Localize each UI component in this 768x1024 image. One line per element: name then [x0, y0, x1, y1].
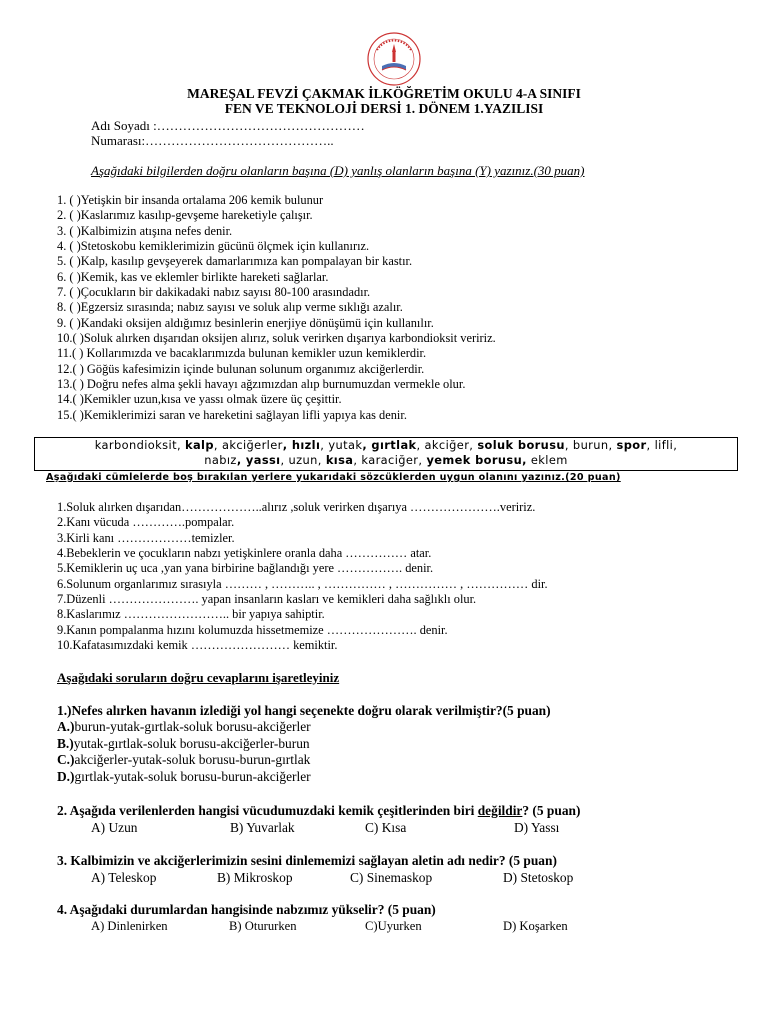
word-bank-term: , lifli,	[646, 438, 678, 452]
question-2	[57, 803, 580, 819]
school-emblem-icon	[365, 30, 423, 88]
word-bank-line-1	[35, 438, 737, 453]
question-2-emphasis: değildir	[477, 803, 523, 818]
option-c[interactable]	[57, 752, 311, 769]
list-item[interactable]: 9.Kanın pompalanma hızını kolumuzda hissetmemize …………………. denir.	[57, 622, 448, 637]
option-d[interactable]: D) Yassı	[514, 820, 560, 835]
list-item[interactable]: 3. ( )Kalbimizin atışına nefes denir.	[57, 223, 233, 238]
question-1-options	[57, 719, 311, 785]
word-bank-box	[34, 437, 738, 471]
option-a[interactable]: A) Dinlenirken	[91, 919, 168, 933]
word-bank-term: , uzun,	[280, 453, 326, 467]
option-d[interactable]: D) Stetoskop	[503, 870, 574, 885]
option-c[interactable]: C)Uyurken	[365, 919, 422, 933]
word-bank-term: kısa	[325, 453, 354, 467]
option-letter: C.)	[57, 752, 75, 767]
word-bank-term: nabız	[204, 453, 237, 467]
option-b[interactable]: B) Mikroskop	[217, 870, 293, 885]
list-item[interactable]: 3.Kirli kanı ………………temizler.	[57, 530, 235, 545]
school-title: MAREŞAL FEVZİ ÇAKMAK İLKÖĞRETİM OKULU 4-A SINIFI	[187, 86, 581, 101]
fill-blank-list	[57, 500, 548, 653]
list-item[interactable]: 5. ( )Kalp, kasılıp gevşeyerek damarlarımıza kan pompalayan bir kastır.	[57, 254, 413, 269]
list-item[interactable]: 4.Bebeklerin ve çocukların nabzı yetişkinlere oranla daha …………… atar.	[57, 546, 432, 561]
number-field[interactable]: Numarası:……………………………………..	[91, 133, 334, 148]
list-item[interactable]: 15.( )Kemiklerimizi saran ve hareketini sağlayan lifli yapıya kas denir.	[57, 407, 407, 422]
word-bank-term: , hızlı	[282, 438, 321, 452]
list-item[interactable]: 2. ( )Kaslarımız kasılıp-gevşeme hareketiyle çalışır.	[57, 208, 313, 223]
list-item[interactable]: 1. ( )Yetişkin bir insanda ortalama 206 kemik bulunur	[57, 193, 324, 207]
list-item[interactable]: 6.Solunum organlarımız sırasıyla ……… , ……….. , …………… , …………… , …………… dir.	[57, 576, 548, 591]
option-letter: B.)	[57, 735, 74, 751]
list-item[interactable]: 9. ( )Kandaki oksijen aldığımız besinlerin enerjiye dönüşümü için kullanılır.	[57, 315, 434, 330]
name-field[interactable]: Adı Soyadı :…………………………………………	[91, 118, 365, 133]
option-a[interactable]: A) Teleskop	[91, 870, 157, 885]
option-a[interactable]	[57, 719, 311, 736]
list-item[interactable]: 10.( )Soluk alırken dışarıdan oksijen alırız, soluk verirken dışarıya karbondioksit veririz.	[57, 331, 496, 346]
question-2-points: ? (5 puan)	[522, 803, 581, 818]
option-letter: D.)	[57, 768, 75, 784]
multiple-choice-title: Aşağıdaki soruların doğru cevaplarını işaretleyiniz	[57, 670, 340, 685]
option-text: akciğerler-yutak-soluk borusu-burun-gırtlak	[74, 752, 311, 767]
word-bank-line-2	[35, 453, 737, 468]
list-item[interactable]: 8. ( )Egzersiz sırasında; nabız sayısı ve soluk alıp verme sıklığı azalır.	[57, 300, 403, 315]
option-text: yutak-gırtlak-soluk borusu-akciğerler-burun	[73, 735, 310, 751]
word-bank-term: , yassı	[236, 453, 281, 467]
word-bank-term: karbondioksit,	[94, 438, 185, 452]
list-item[interactable]: 11.( ) Kollarımızda ve bacaklarımızda bulunan kemikler uzun kemiklerdir.	[57, 346, 427, 361]
word-bank-term: , yutak	[320, 438, 363, 452]
word-bank-term: eklem	[526, 453, 568, 467]
word-bank-term: yemek borusu,	[426, 453, 527, 467]
true-false-instruction: Aşağıdaki bilgilerden doğru olanların başına (D) yanlış olanların başına (Y) yazınız.(30 puan)	[91, 163, 585, 178]
question-2-text: 2. Aşağıda verilenlerden hangisi vücudumuzdaki kemik çeşitlerinden biri	[57, 803, 478, 818]
exam-title: FEN VE TEKNOLOJİ DERSİ 1. DÖNEM 1.YAZILISI	[224, 101, 544, 116]
option-d[interactable]: D) Koşarken	[503, 919, 568, 933]
option-c[interactable]: C) Kısa	[365, 820, 407, 835]
option-b[interactable]: B) Yuvarlak	[230, 820, 295, 835]
list-item[interactable]: 14.( )Kemikler uzun,kısa ve yassı olmak üzere üç çeşittir.	[57, 392, 342, 407]
option-a[interactable]: A) Uzun	[91, 820, 138, 835]
word-bank-term: spor	[616, 438, 647, 452]
option-c[interactable]: C) Sinemaskop	[350, 870, 433, 885]
true-false-list	[57, 193, 496, 423]
option-b[interactable]	[57, 736, 311, 753]
list-item[interactable]: 12.( ) Göğüs kafesimizin içinde bulunan solunum organımız akciğerlerdir.	[57, 361, 425, 376]
list-item[interactable]: 7.Düzenli …………………. yapan insanların kasları ve kemikleri daha sağlıklı olur.	[57, 592, 477, 607]
option-letter: A.)	[57, 719, 75, 734]
word-bank-term: , gırtlak	[362, 438, 417, 452]
option-text: gırtlak-yutak-soluk borusu-burun-akciğerler	[74, 768, 311, 784]
list-item[interactable]: 10.Kafatasımızdaki kemik …………………… kemiktir.	[57, 638, 338, 653]
word-bank-term: , akciğerler	[213, 438, 283, 452]
word-bank-term: , karaciğer,	[353, 453, 427, 467]
list-item[interactable]: 7. ( )Çocukların bir dakikadaki nabız sayısı 80-100 arasındadır.	[57, 285, 371, 300]
word-bank-term: , burun,	[564, 438, 617, 452]
word-bank-term: , akciğer,	[416, 438, 478, 452]
list-item[interactable]: 6. ( )Kemik, kas ve eklemler birlikte hareketi sağlarlar.	[57, 269, 329, 284]
question-3: 3. Kalbimizin ve akciğerlerimizin sesini dinlememizi sağlayan aletin adı nedir? (5 puan)	[57, 853, 557, 868]
option-d[interactable]	[57, 769, 311, 786]
list-item[interactable]: 13.( ) Doğru nefes alma şekli havayı ağzımızdan alıp burnumuzdan vermekle olur.	[57, 377, 466, 392]
list-item[interactable]: 1.Soluk alırken dışarıdan………………..alırız ,soluk verirken dışarıya ………………….veririz.	[57, 500, 536, 514]
word-bank-term: kalp	[184, 438, 214, 452]
fill-blank-instruction: Aşağıdaki cümlelerde boş bırakılan yerlere yukarıdaki sözcüklerden uygun olanını yazınız.(20 puan)	[46, 472, 621, 483]
option-text: burun-yutak-gırtlak-soluk borusu-akciğerler	[74, 719, 311, 734]
word-bank-term: soluk borusu	[477, 438, 565, 452]
list-item[interactable]: 8.Kaslarımız …………………….. bir yapıya sahiptir.	[57, 607, 325, 622]
list-item[interactable]: 2.Kanı vücuda ………….pompalar.	[57, 515, 235, 530]
option-b[interactable]: B) Otururken	[229, 919, 297, 933]
question-4: 4. Aşağıdaki durumlardan hangisinde nabzımız yükselir? (5 puan)	[57, 902, 436, 917]
list-item[interactable]: 5.Kemiklerin uç uca ,yan yana birbirine bağlandığı yere ……………. denir.	[57, 561, 434, 576]
list-item[interactable]: 4. ( )Stetoskobu kemiklerimizin gücünü ölçmek için kullanırız.	[57, 239, 370, 254]
question-1: 1.)Nefes alırken havanın izlediği yol hangi seçenekte doğru olarak verilmiştir?(5 puan)	[57, 703, 551, 718]
